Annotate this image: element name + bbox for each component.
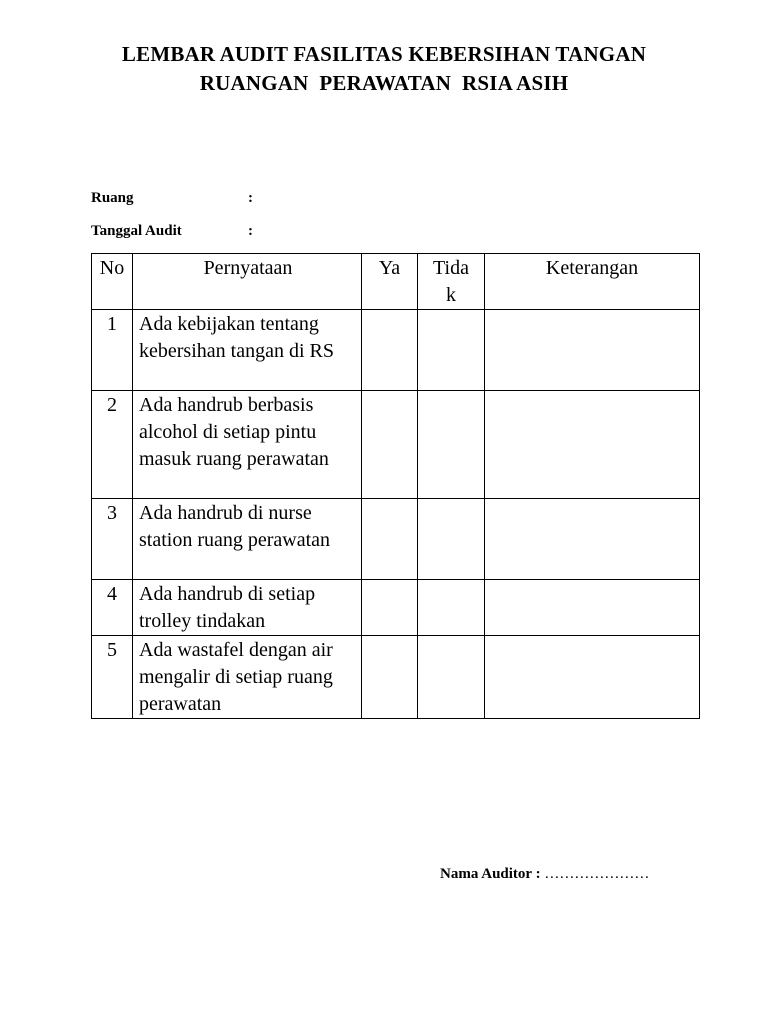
row-ya-cell[interactable] bbox=[362, 580, 418, 636]
table-row bbox=[92, 580, 700, 636]
tanggal-audit-colon: : bbox=[248, 223, 253, 239]
row-ya-cell[interactable] bbox=[362, 310, 418, 391]
auditor-name-blank[interactable]: ………………… bbox=[544, 866, 650, 882]
row-statement: Ada handrub berbasis alcohol di setiap pintu masuk ruang perawatan bbox=[133, 391, 362, 499]
row-tidak-cell[interactable] bbox=[418, 499, 485, 580]
row-ya-cell[interactable] bbox=[362, 636, 418, 719]
table-row bbox=[92, 310, 700, 391]
row-keterangan-cell[interactable] bbox=[485, 391, 700, 499]
row-tidak-cell[interactable] bbox=[418, 636, 485, 719]
row-statement: Ada handrub di nurse station ruang perawatan bbox=[133, 499, 362, 580]
title-line-1: LEMBAR AUDIT FASILITAS KEBERSIHAN TANGAN bbox=[121, 42, 647, 66]
auditor-signature-field bbox=[440, 865, 649, 883]
row-number: 3 bbox=[92, 499, 133, 580]
row-tidak-cell[interactable] bbox=[418, 391, 485, 499]
row-statement: Ada handrub di setiap trolley tindakan bbox=[133, 580, 362, 636]
header-tidak-text: Tidak bbox=[433, 257, 469, 306]
header-no: No bbox=[92, 254, 133, 310]
row-tidak-cell[interactable] bbox=[418, 310, 485, 391]
ruang-colon: : bbox=[248, 190, 253, 206]
row-number: 1 bbox=[92, 310, 133, 391]
header-keterangan: Keterangan bbox=[485, 254, 700, 310]
row-ya-cell[interactable] bbox=[362, 499, 418, 580]
table-row bbox=[92, 391, 700, 499]
table-row bbox=[92, 636, 700, 719]
row-keterangan-cell[interactable] bbox=[485, 580, 700, 636]
header-pernyataan: Pernyataan bbox=[133, 254, 362, 310]
row-keterangan-cell[interactable] bbox=[485, 636, 700, 719]
row-statement: Ada wastafel dengan air mengalir di setiap ruang perawatan bbox=[133, 636, 362, 719]
title-line-2: RUANGAN PERAWATAN RSIA ASIH bbox=[199, 71, 569, 95]
audit-table bbox=[91, 253, 700, 719]
table-header-row bbox=[92, 254, 700, 310]
row-number: 2 bbox=[92, 391, 133, 499]
auditor-label: Nama Auditor : bbox=[440, 866, 541, 882]
row-keterangan-cell[interactable] bbox=[485, 499, 700, 580]
row-number: 5 bbox=[92, 636, 133, 719]
document-title bbox=[0, 40, 768, 98]
tanggal-audit-label: Tanggal Audit bbox=[91, 223, 182, 239]
header-tidak bbox=[418, 254, 485, 310]
table-row bbox=[92, 499, 700, 580]
row-statement: Ada kebijakan tentang kebersihan tangan di RS bbox=[133, 310, 362, 391]
row-keterangan-cell[interactable] bbox=[485, 310, 700, 391]
row-number: 4 bbox=[92, 580, 133, 636]
ruang-label: Ruang bbox=[91, 190, 134, 206]
header-ya: Ya bbox=[362, 254, 418, 310]
row-ya-cell[interactable] bbox=[362, 391, 418, 499]
row-tidak-cell[interactable] bbox=[418, 580, 485, 636]
